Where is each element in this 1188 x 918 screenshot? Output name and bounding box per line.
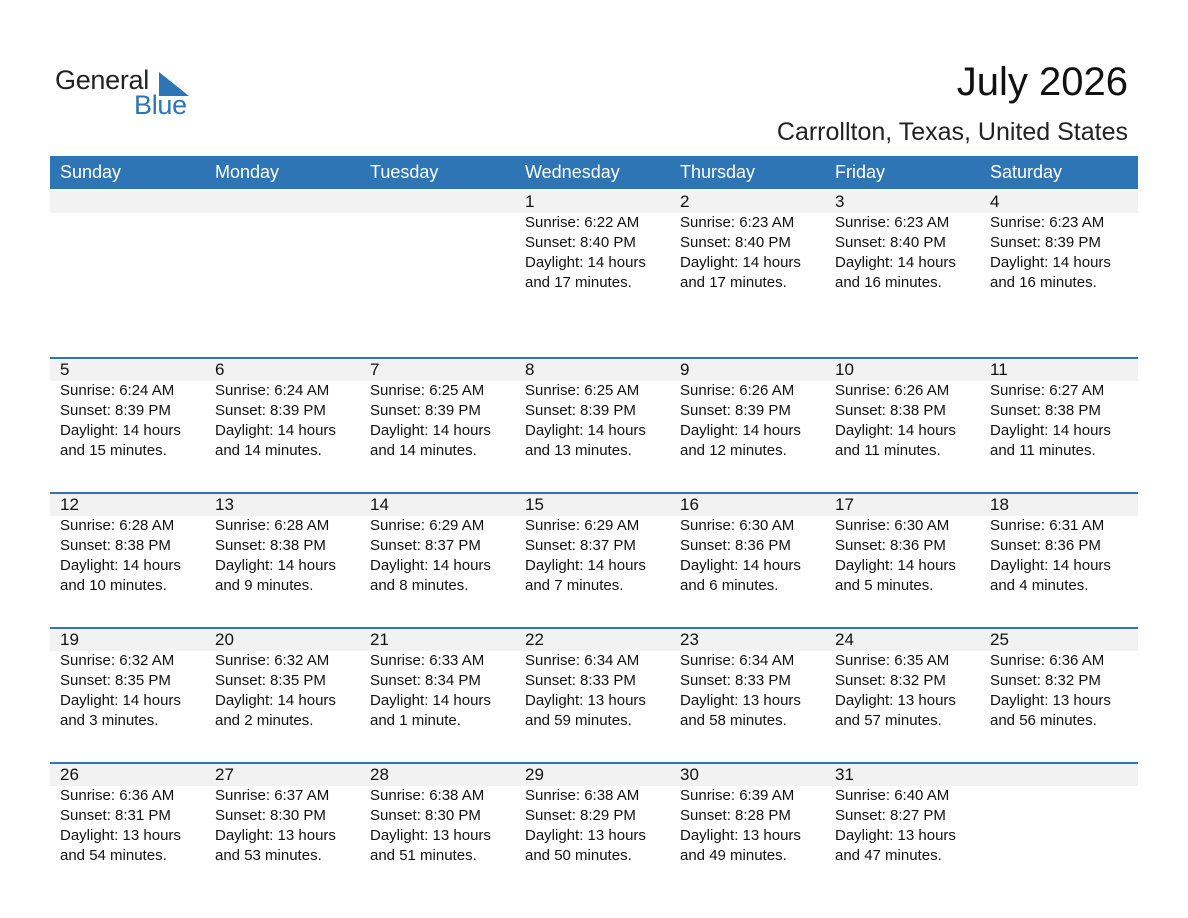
day-number [215,191,360,213]
day-number [990,764,1138,786]
daylight-minutes-text: and 13 minutes. [525,442,632,459]
daylight-minutes-text: and 47 minutes. [835,847,942,864]
daylight-minutes-text: and 59 minutes. [525,712,632,729]
daylight-hours-text: Daylight: 14 hours [680,422,801,439]
day-number: 8 [525,360,535,379]
daylight-hours-text: Daylight: 14 hours [525,422,646,439]
daylight-hours-text: Daylight: 14 hours [60,692,181,709]
weekday-header [50,156,1138,189]
sunset-text: Sunset: 8:38 PM [835,402,946,419]
day-cell [825,764,980,866]
day-number: 23 [680,630,699,649]
day-cell [980,359,1138,461]
week-cells [50,359,1138,461]
sunrise-text: Sunrise: 6:38 AM [525,787,640,804]
day-number: 22 [525,630,544,649]
daylight-hours-text: Daylight: 13 hours [680,827,801,844]
daylight-minutes-text: and 3 minutes. [60,712,159,729]
day-number: 3 [835,192,845,211]
day-cell [515,189,670,293]
day-cell [205,494,360,596]
daylight-minutes-text: and 58 minutes. [680,712,787,729]
day-number: 16 [680,495,699,514]
sunrise-text: Sunrise: 6:25 AM [370,382,485,399]
day-cell [205,629,360,731]
sunrise-text: Sunrise: 6:29 AM [525,517,640,534]
sunset-text: Sunset: 8:39 PM [990,234,1101,251]
sunset-text: Sunset: 8:39 PM [525,402,636,419]
day-cell [670,629,825,731]
day-cell [825,629,980,731]
day-cell [205,189,360,293]
day-cell [670,764,825,866]
sunset-text: Sunset: 8:36 PM [835,537,946,554]
sunset-text: Sunset: 8:30 PM [370,807,481,824]
daylight-minutes-text: and 17 minutes. [525,274,632,291]
day-number: 31 [835,765,854,784]
daylight-hours-text: Daylight: 14 hours [215,692,336,709]
day-number [370,191,515,213]
daylight-hours-text: Daylight: 14 hours [990,254,1111,271]
day-number: 18 [990,495,1009,514]
day-number: 19 [60,630,79,649]
sunrise-text: Sunrise: 6:39 AM [680,787,795,804]
day-number: 11 [990,360,1008,379]
day-cell [980,189,1138,293]
week-cells [50,629,1138,731]
sunset-text: Sunset: 8:39 PM [680,402,791,419]
daylight-minutes-text: and 53 minutes. [215,847,322,864]
daylight-hours-text: Daylight: 13 hours [60,827,181,844]
logo-general-text: General [55,65,149,95]
day-cell [50,359,205,461]
day-number: 28 [370,765,389,784]
sunset-text: Sunset: 8:30 PM [215,807,326,824]
daylight-minutes-text: and 16 minutes. [835,274,942,291]
calendar-week [50,357,1138,492]
daylight-minutes-text: and 7 minutes. [525,577,624,594]
sunrise-text: Sunrise: 6:25 AM [525,382,640,399]
sunset-text: Sunset: 8:37 PM [525,537,636,554]
daylight-hours-text: Daylight: 13 hours [370,827,491,844]
day-number: 25 [990,630,1009,649]
daylight-hours-text: Daylight: 13 hours [835,692,956,709]
daylight-minutes-text: and 10 minutes. [60,577,167,594]
day-cell [515,629,670,731]
daylight-hours-text: Daylight: 13 hours [835,827,956,844]
daylight-minutes-text: and 12 minutes. [680,442,787,459]
sunrise-text: Sunrise: 6:37 AM [215,787,330,804]
daylight-minutes-text: and 11 minutes. [990,442,1096,459]
daylight-minutes-text: and 5 minutes. [835,577,934,594]
day-cell [50,629,205,731]
day-cell [825,359,980,461]
day-cell [515,764,670,866]
daylight-minutes-text: and 9 minutes. [215,577,314,594]
sunrise-text: Sunrise: 6:29 AM [370,517,485,534]
sunset-text: Sunset: 8:40 PM [835,234,946,251]
day-cell [360,764,515,866]
day-number: 9 [680,360,690,379]
day-number: 15 [525,495,544,514]
sunset-text: Sunset: 8:33 PM [525,672,636,689]
day-cell [205,359,360,461]
sunset-text: Sunset: 8:36 PM [990,537,1101,554]
daylight-hours-text: Daylight: 14 hours [680,557,801,574]
logo [55,64,205,120]
daylight-minutes-text: and 49 minutes. [680,847,787,864]
sunset-text: Sunset: 8:40 PM [525,234,636,251]
day-number: 21 [370,630,389,649]
daylight-minutes-text: and 14 minutes. [215,442,322,459]
calendar [50,156,1138,897]
day-number: 30 [680,765,699,784]
daylight-minutes-text: and 2 minutes. [215,712,314,729]
sunset-text: Sunset: 8:34 PM [370,672,481,689]
daylight-hours-text: Daylight: 14 hours [60,557,181,574]
sunset-text: Sunset: 8:29 PM [525,807,636,824]
day-number: 24 [835,630,854,649]
sunrise-text: Sunrise: 6:24 AM [215,382,330,399]
daylight-minutes-text: and 15 minutes. [60,442,167,459]
day-cell [205,764,360,866]
calendar-week [50,627,1138,762]
weekday-label: Tuesday [370,162,439,182]
sunset-text: Sunset: 8:38 PM [215,537,326,554]
daylight-minutes-text: and 1 minute. [370,712,461,729]
sunrise-text: Sunrise: 6:23 AM [990,214,1105,231]
day-cell [980,494,1138,596]
day-number: 4 [990,192,1000,211]
daylight-hours-text: Daylight: 14 hours [215,557,336,574]
weekday-label: Wednesday [525,162,620,182]
day-cell [360,359,515,461]
sunrise-text: Sunrise: 6:38 AM [370,787,485,804]
weekday-label: Friday [835,162,886,182]
sunset-text: Sunset: 8:35 PM [215,672,326,689]
daylight-hours-text: Daylight: 13 hours [525,827,646,844]
weekday-label: Saturday [990,162,1063,182]
day-number: 17 [835,495,854,514]
sunrise-text: Sunrise: 6:27 AM [990,382,1105,399]
sunrise-text: Sunrise: 6:33 AM [370,652,485,669]
week-cells [50,764,1138,866]
sunset-text: Sunset: 8:28 PM [680,807,791,824]
calendar-weeks [50,189,1138,897]
sunrise-text: Sunrise: 6:22 AM [525,214,640,231]
daylight-minutes-text: and 57 minutes. [835,712,942,729]
sunrise-text: Sunrise: 6:30 AM [835,517,950,534]
daylight-hours-text: Daylight: 14 hours [525,254,646,271]
daylight-hours-text: Daylight: 13 hours [215,827,336,844]
daylight-hours-text: Daylight: 14 hours [680,254,801,271]
day-number: 10 [835,360,854,379]
daylight-hours-text: Daylight: 14 hours [990,422,1111,439]
daylight-hours-text: Daylight: 14 hours [835,254,956,271]
sunset-text: Sunset: 8:32 PM [990,672,1101,689]
daylight-minutes-text: and 51 minutes. [370,847,477,864]
daylight-minutes-text: and 4 minutes. [990,577,1089,594]
daylight-minutes-text: and 17 minutes. [680,274,787,291]
sunrise-text: Sunrise: 6:28 AM [60,517,175,534]
sunset-text: Sunset: 8:39 PM [370,402,481,419]
daylight-hours-text: Daylight: 14 hours [525,557,646,574]
logo-blue-text: Blue [134,90,187,120]
daylight-minutes-text: and 56 minutes. [990,712,1097,729]
sunset-text: Sunset: 8:33 PM [680,672,791,689]
sunset-text: Sunset: 8:38 PM [990,402,1101,419]
sunrise-text: Sunrise: 6:24 AM [60,382,175,399]
daylight-hours-text: Daylight: 14 hours [990,557,1111,574]
daylight-minutes-text: and 14 minutes. [370,442,477,459]
daylight-hours-text: Daylight: 14 hours [835,557,956,574]
calendar-week [50,492,1138,627]
day-cell [360,494,515,596]
sunset-text: Sunset: 8:27 PM [835,807,946,824]
day-cell [980,629,1138,731]
day-cell [670,494,825,596]
daylight-hours-text: Daylight: 13 hours [525,692,646,709]
day-number: 12 [60,495,79,514]
weekday-label: Thursday [680,162,756,182]
day-number: 27 [215,765,234,784]
sunrise-text: Sunrise: 6:28 AM [215,517,330,534]
sunrise-text: Sunrise: 6:34 AM [680,652,795,669]
sunrise-text: Sunrise: 6:32 AM [215,652,330,669]
day-cell [515,359,670,461]
daylight-minutes-text: and 16 minutes. [990,274,1097,291]
sunrise-text: Sunrise: 6:40 AM [835,787,950,804]
day-cell [515,494,670,596]
page-title: July 2026 [956,60,1128,104]
daylight-hours-text: Daylight: 14 hours [370,557,491,574]
day-cell [50,494,205,596]
daylight-hours-text: Daylight: 14 hours [370,422,491,439]
sunset-text: Sunset: 8:40 PM [680,234,791,251]
day-number: 7 [370,360,380,379]
sunset-text: Sunset: 8:39 PM [215,402,326,419]
location-subtitle: Carrollton, Texas, United States [776,118,1128,146]
sunrise-text: Sunrise: 6:23 AM [680,214,795,231]
daylight-hours-text: Daylight: 14 hours [215,422,336,439]
day-cell [825,189,980,293]
sunrise-text: Sunrise: 6:36 AM [60,787,175,804]
day-cell [670,189,825,293]
day-cell [50,764,205,866]
day-cell [50,189,205,293]
daylight-hours-text: Daylight: 14 hours [370,692,491,709]
day-cell [360,629,515,731]
sunrise-text: Sunrise: 6:36 AM [990,652,1105,669]
daylight-hours-text: Daylight: 13 hours [990,692,1111,709]
sunrise-text: Sunrise: 6:26 AM [835,382,950,399]
week-cells [50,189,1138,293]
sunrise-text: Sunrise: 6:26 AM [680,382,795,399]
calendar-week [50,189,1138,357]
day-number [60,191,205,213]
sunset-text: Sunset: 8:32 PM [835,672,946,689]
calendar-week [50,762,1138,897]
sunset-text: Sunset: 8:36 PM [680,537,791,554]
daylight-minutes-text: and 50 minutes. [525,847,632,864]
sunrise-text: Sunrise: 6:35 AM [835,652,950,669]
day-cell [360,189,515,293]
sunset-text: Sunset: 8:31 PM [60,807,171,824]
day-number: 26 [60,765,79,784]
daylight-hours-text: Daylight: 13 hours [680,692,801,709]
day-cell [670,359,825,461]
day-number: 14 [370,495,389,514]
sunrise-text: Sunrise: 6:34 AM [525,652,640,669]
daylight-minutes-text: and 8 minutes. [370,577,469,594]
sunrise-text: Sunrise: 6:23 AM [835,214,950,231]
daylight-minutes-text: and 11 minutes. [835,442,941,459]
day-number: 29 [525,765,544,784]
sunset-text: Sunset: 8:35 PM [60,672,171,689]
weekday-label: Monday [215,162,280,182]
daylight-hours-text: Daylight: 14 hours [835,422,956,439]
sunrise-text: Sunrise: 6:30 AM [680,517,795,534]
day-number: 6 [215,360,225,379]
daylight-hours-text: Daylight: 14 hours [60,422,181,439]
sunset-text: Sunset: 8:38 PM [60,537,171,554]
weekday-label: Sunday [60,162,122,182]
daylight-minutes-text: and 54 minutes. [60,847,167,864]
sunrise-text: Sunrise: 6:31 AM [990,517,1105,534]
sunset-text: Sunset: 8:39 PM [60,402,171,419]
week-cells [50,494,1138,596]
daylight-minutes-text: and 6 minutes. [680,577,779,594]
day-number: 1 [525,192,535,211]
day-number: 20 [215,630,234,649]
sunset-text: Sunset: 8:37 PM [370,537,481,554]
day-number: 13 [215,495,234,514]
day-cell [980,764,1138,866]
day-number: 5 [60,360,70,379]
day-cell [825,494,980,596]
sunrise-text: Sunrise: 6:32 AM [60,652,175,669]
day-number: 2 [680,192,690,211]
